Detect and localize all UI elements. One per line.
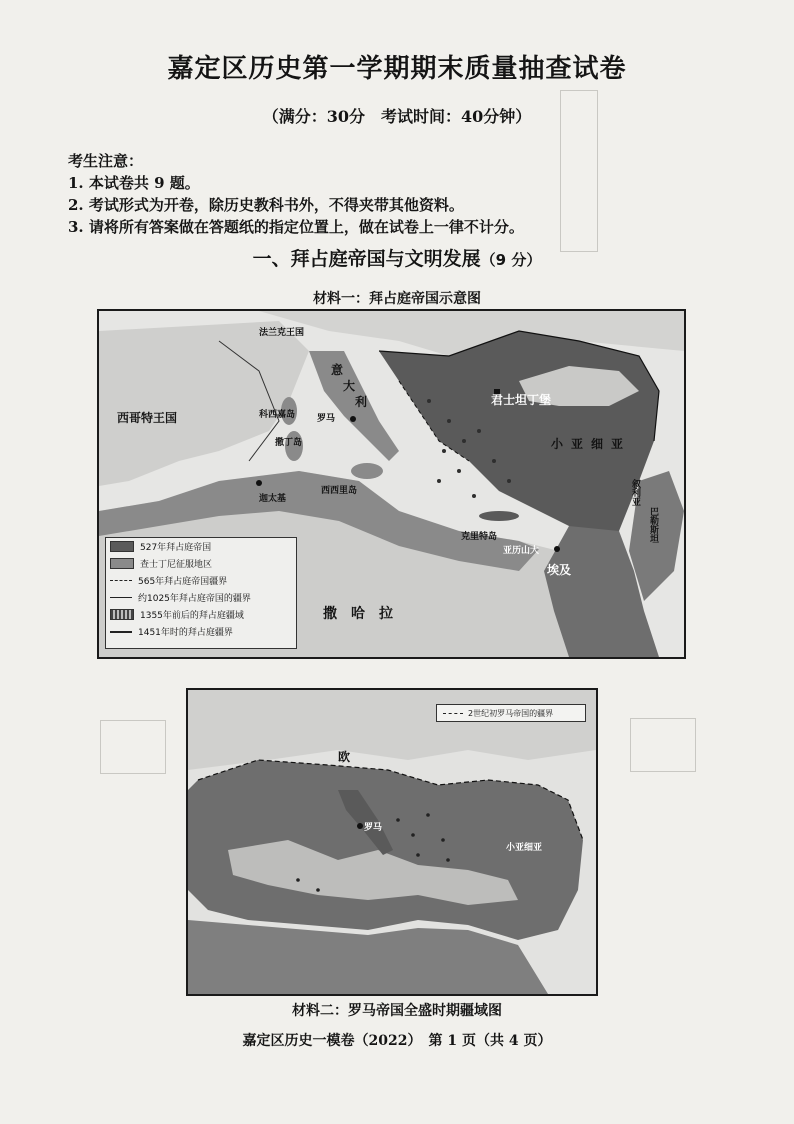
legend-swatch bbox=[110, 541, 134, 552]
label-sahara: 撒哈拉 bbox=[323, 606, 407, 622]
legend-row bbox=[106, 589, 296, 606]
legend-swatch bbox=[110, 558, 134, 569]
section-heading bbox=[0, 244, 794, 271]
notice-heading: 考生注意： bbox=[68, 152, 144, 170]
legend-label: 565年拜占庭帝国疆界 bbox=[138, 577, 228, 587]
notice-item: 3. 请将所有答案做在答题纸的指定位置上，做在试卷上一律不计分。 bbox=[68, 218, 524, 236]
label-italy: 意 bbox=[331, 363, 344, 377]
notice-list bbox=[68, 172, 524, 238]
legend-line bbox=[443, 713, 463, 714]
legend-row bbox=[106, 606, 296, 623]
notice-item: 2. 考试形式为开卷，除历史教科书外，不得夹带其他资料。 bbox=[68, 196, 464, 214]
byzantine-empire-map bbox=[97, 309, 686, 659]
label-alexandria: 亚历山大 bbox=[503, 546, 540, 556]
label-rome: 罗马 bbox=[364, 823, 383, 833]
label-sicily: 西西里岛 bbox=[321, 486, 358, 496]
label-carthage: 迦太基 bbox=[259, 494, 287, 504]
material1-caption: 材料一：拜占庭帝国示意图 bbox=[313, 291, 481, 307]
page-footer: 嘉定区历史一模卷（2022） 第 1 页（共 4 页） bbox=[242, 1033, 552, 1049]
legend-label: 2世纪初罗马帝国的疆界 bbox=[468, 708, 554, 718]
legend-label: 1355年前后的拜占庭疆域 bbox=[140, 611, 244, 621]
map1-legend bbox=[105, 537, 297, 649]
label-syria: 叙利亚 bbox=[630, 479, 640, 506]
legend-row bbox=[106, 572, 296, 589]
label-constantinople: 君士坦丁堡 bbox=[491, 393, 552, 407]
section-score: （9 分） bbox=[480, 251, 542, 269]
label-li: 利 bbox=[355, 395, 368, 409]
candidate-notice bbox=[68, 150, 524, 238]
legend-line bbox=[110, 631, 132, 633]
legend-row bbox=[106, 623, 296, 640]
legend-swatch bbox=[110, 609, 134, 620]
label-crete: 克里特岛 bbox=[461, 532, 498, 542]
label-europe: 欧 bbox=[338, 750, 351, 764]
bleed-through-box bbox=[100, 720, 166, 774]
material2-caption: 材料二：罗马帝国全盛时期疆域图 bbox=[292, 1003, 502, 1019]
label-visigoth: 西哥特王国 bbox=[117, 411, 178, 425]
legend-line bbox=[110, 580, 132, 581]
legend-row bbox=[106, 538, 296, 555]
legend-line bbox=[110, 597, 132, 598]
exam-title: 嘉定区历史第一学期期末质量抽查试卷 bbox=[167, 54, 627, 84]
legend-label: 约1025年拜占庭帝国的疆界 bbox=[138, 594, 251, 604]
label-egypt: 埃及 bbox=[547, 563, 572, 577]
label-franks: 法兰克王国 bbox=[259, 328, 305, 338]
label-corsica: 科西嘉岛 bbox=[259, 410, 296, 420]
legend-row bbox=[106, 555, 296, 572]
map2-legend bbox=[436, 704, 586, 722]
exam-subtitle: （满分：30分 考试时间：40分钟） bbox=[262, 107, 532, 126]
label-palestine: 巴勒斯坦 bbox=[648, 507, 658, 543]
label-da: 大 bbox=[343, 379, 356, 393]
legend-label: 查士丁尼征服地区 bbox=[140, 560, 213, 570]
label-sardinia: 撒丁岛 bbox=[275, 438, 303, 448]
legend-label: 527年拜占庭帝国 bbox=[140, 543, 212, 553]
legend-label: 1451年时的拜占庭疆界 bbox=[138, 628, 233, 638]
label-asia-minor: 小亚细亚 bbox=[506, 843, 543, 853]
notice-item: 1. 本试卷共 9 题。 bbox=[68, 174, 200, 192]
section-title: 一、拜占庭帝国与文明发展 bbox=[252, 248, 481, 270]
label-asia-minor: 小亚细亚 bbox=[551, 437, 632, 451]
bleed-through-box bbox=[630, 718, 696, 772]
roman-empire-map bbox=[186, 688, 598, 996]
label-rome: 罗马 bbox=[317, 414, 336, 424]
